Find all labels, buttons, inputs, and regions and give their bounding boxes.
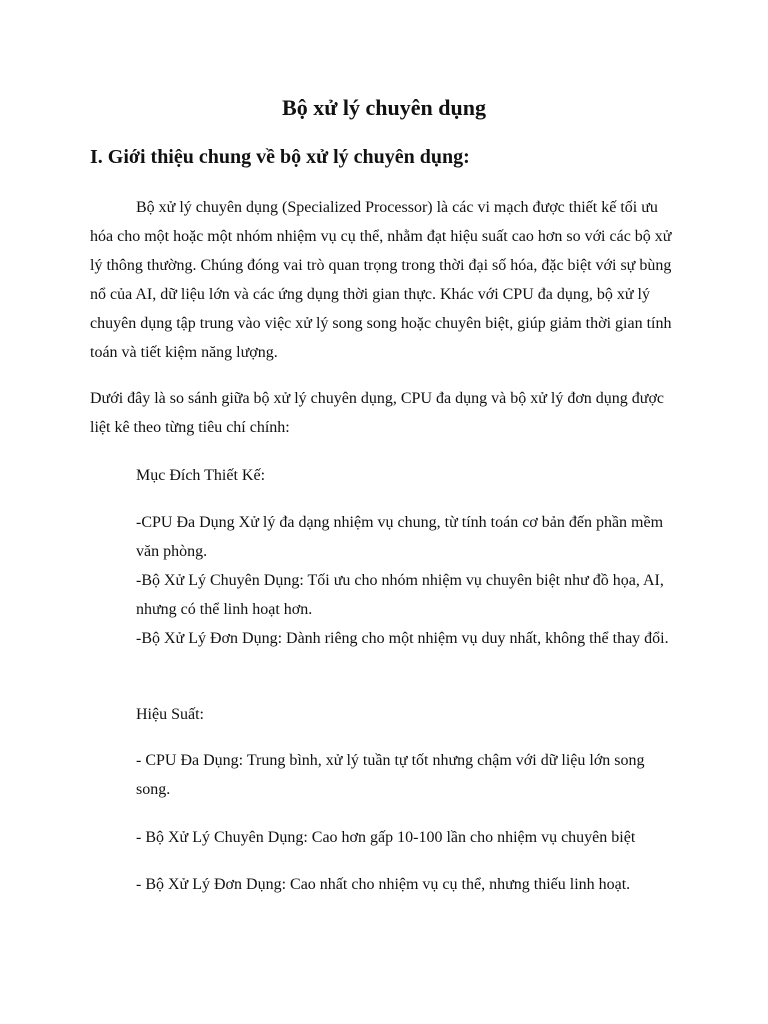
performance-item-single-purpose: - Bộ Xử Lý Đơn Dụng: Cao nhất cho nhiệm vụ cụ thể, nhưng thiếu linh hoạt. [136, 876, 631, 893]
intro-paragraph: Bộ xử lý chuyên dụng (Specialized Processor) là các vi mạch được thiết kế tối ưu hóa cho một hoặc một nhóm nhiệm vụ cụ thể, nhằm đạt hiệu suất cao hơn so với các bộ xử lý thông thường. Chúng đóng vai trò quan trọng trong thời đại số hóa, đặc biệt với sự bùng nổ của AI, dữ liệu lớn và các ứng dụng thời gian thực. Khác với CPU đa dụng, bộ xử lý chuyên dụng tập trung vào việc xử lý song song hoặc chuyên biệt, giúp giảm thời gian tính toán và tiết kiệm năng lượng. [90, 199, 672, 361]
design-purpose-item-specialized: -Bộ Xử Lý Chuyên Dụng: Tối ưu cho nhóm nhiệm vụ chuyên biệt như đồ họa, AI, nhưng có thể linh hoạt hơn. [136, 572, 664, 618]
section-heading: I. Giới thiệu chung về bộ xử lý chuyên dụng: [90, 146, 470, 168]
comparison-intro-paragraph: Dưới đây là so sánh giữa bộ xử lý chuyên dụng, CPU đa dụng và bộ xử lý đơn dụng được liệt kê theo từng tiêu chí chính: [90, 390, 665, 436]
design-purpose-label: Mục Đích Thiết Kế: [136, 467, 266, 484]
performance-item-cpu: - CPU Đa Dụng: Trung bình, xử lý tuần tự tốt nhưng chậm với dữ liệu lớn song song. [136, 752, 645, 798]
performance-label: Hiệu Suất: [136, 706, 204, 723]
design-purpose-list [136, 508, 682, 653]
design-purpose-item-single-purpose: -Bộ Xử Lý Đơn Dụng: Dành riêng cho một nhiệm vụ duy nhất, không thể thay đổi. [136, 630, 669, 647]
design-purpose-item-cpu: -CPU Đa Dụng Xử lý đa dạng nhiệm vụ chung, từ tính toán cơ bản đến phần mềm văn phòng. [136, 514, 664, 560]
performance-item-specialized: - Bộ Xử Lý Chuyên Dụng: Cao hơn gấp 10-100 lần cho nhiệm vụ chuyên biệt [136, 829, 636, 846]
document-title: Bộ xử lý chuyên dụng [282, 95, 486, 120]
